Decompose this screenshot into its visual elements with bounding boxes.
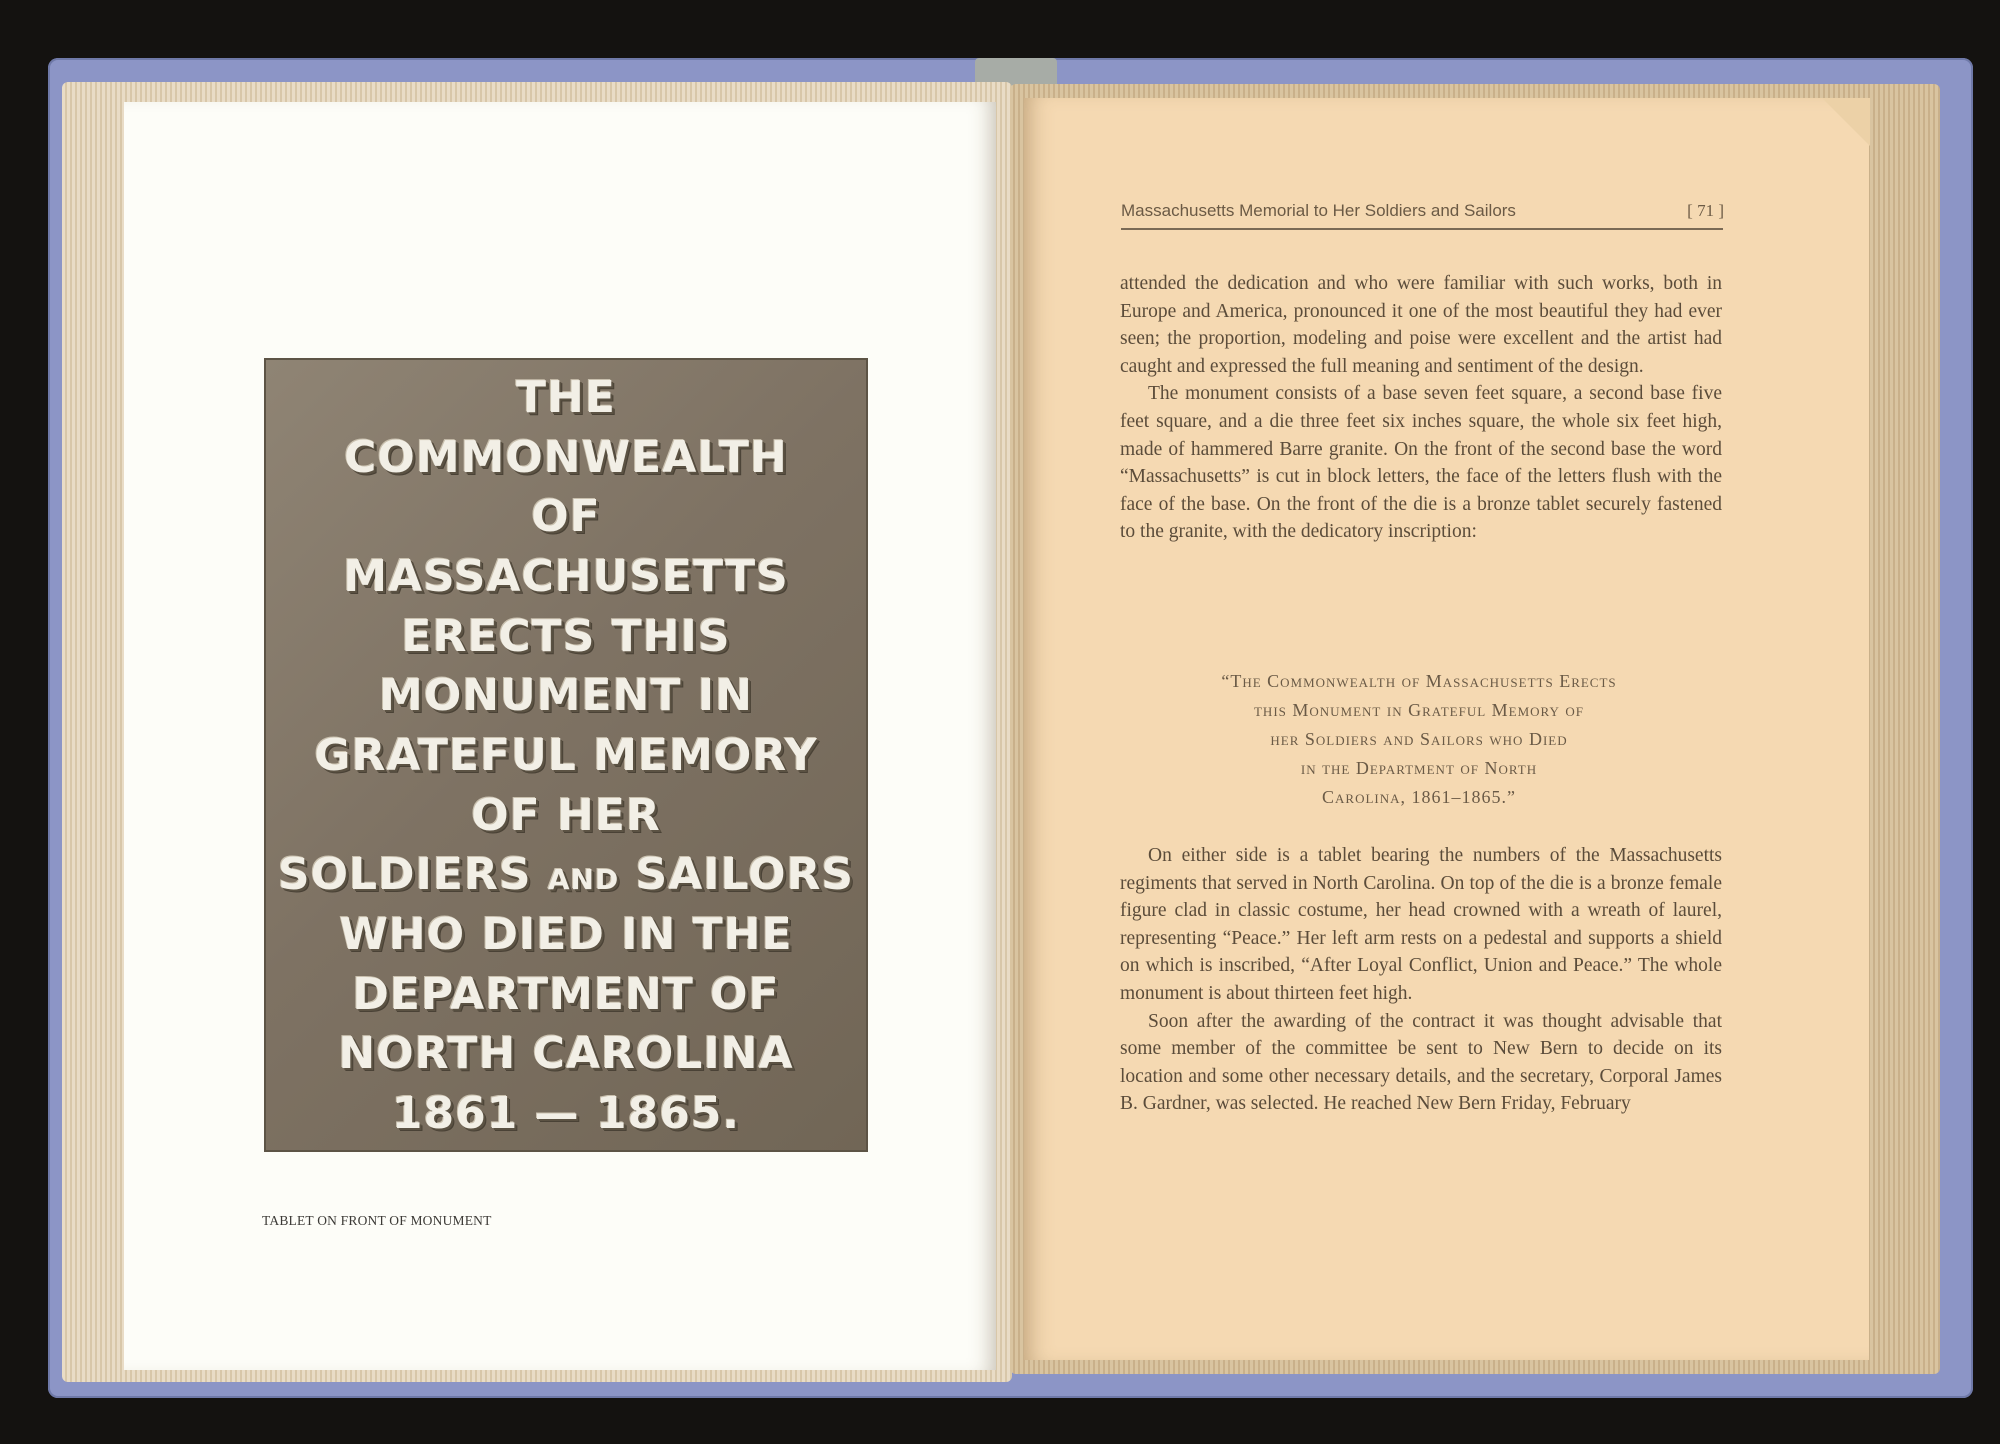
- header-rule: [1121, 228, 1723, 230]
- tablet-line: OF: [531, 491, 601, 543]
- tablet-word: SAILORS: [635, 849, 855, 901]
- tablet-line: NORTH CAROLINA: [338, 1028, 794, 1080]
- tablet-line: [277, 849, 855, 901]
- bronze-tablet-photo: [266, 360, 866, 1150]
- inscription-line: in the Department of North: [1300, 758, 1538, 778]
- quoted-inscription: [1116, 667, 1722, 812]
- page-number: [ 71 ]: [1687, 201, 1724, 220]
- tablet-line: OF HER: [471, 789, 661, 841]
- inscription-line: this Monument in Grateful Memory of: [1253, 700, 1584, 720]
- inscription-line: her Soldiers and Sailors who Died: [1270, 729, 1568, 749]
- inscription-line: Carolina, 1861–1865.”: [1322, 787, 1516, 807]
- tablet-line: 1861 — 1865.: [391, 1087, 741, 1139]
- tablet-line: ERECTS THIS: [401, 610, 731, 662]
- tablet-line: MONUMENT IN: [379, 670, 753, 722]
- tablet-line: THE: [516, 372, 616, 423]
- paragraph: attended the dedication and who were familiar with such works, both in Europe and America, pronounced it one of the most beautiful they had ever seen; the proportion, modeling and poise were excellent and the artist had caught and expressed the full meaning and sentiment of the design.: [1120, 273, 1722, 377]
- tablet-inscription: [266, 372, 866, 1139]
- paragraph: On either side is a tablet bearing the numbers of the Massachusetts regiments that served in North Carolina. On top of the die is a bronze female figure clad in classic costume, her head crowned with a wreath of laurel, representing “Peace.” Her left arm rests on a pedestal and supports a shield on which is inscribed, “After Loyal Conflict, Union and Peace.” The whole monument is about thirteen feet high.: [1120, 845, 1722, 1004]
- inscription-line: “The Commonwealth of Massachusetts Erects: [1221, 671, 1617, 691]
- body-text-lower: [1120, 842, 1722, 1118]
- tablet-line: GRATEFUL MEMORY: [314, 729, 818, 781]
- tablet-word: SOLDIERS: [277, 849, 532, 901]
- figure-caption: TABLET ON FRONT OF MONUMENT: [262, 1213, 492, 1228]
- running-head: Massachusetts Memorial to Her Soldiers and Sailors: [1121, 201, 1516, 220]
- body-text-upper: [1120, 270, 1722, 546]
- tablet-line: MASSACHUSETTS: [343, 550, 789, 602]
- page-corner-fold: [1822, 98, 1870, 146]
- tablet-line: COMMONWEALTH: [344, 431, 788, 483]
- paragraph: Soon after the awarding of the contract it was thought advisable that some member of the committee be sent to New Bern to decide on its location and some other necessary details, and the secretary, Corporal James B. Gardner, was selected. He reached New Bern Friday, February: [1120, 1010, 1722, 1115]
- tablet-word-small: AND: [547, 863, 620, 897]
- tablet-line: WHO DIED IN THE: [339, 908, 793, 960]
- tablet-line: DEPARTMENT OF: [352, 968, 780, 1020]
- paragraph: The monument consists of a base seven feet square, a second base five feet square, and a die three feet six inches square, the whole six feet high, made of hammered Barre granite. On the front of the second base the word “Massachusetts” is cut in block letters, the face of the letters flush with the face of the base. On the front of the die is a bronze tablet securely fastened to the granite, with the dedicatory inscription:: [1120, 383, 1722, 543]
